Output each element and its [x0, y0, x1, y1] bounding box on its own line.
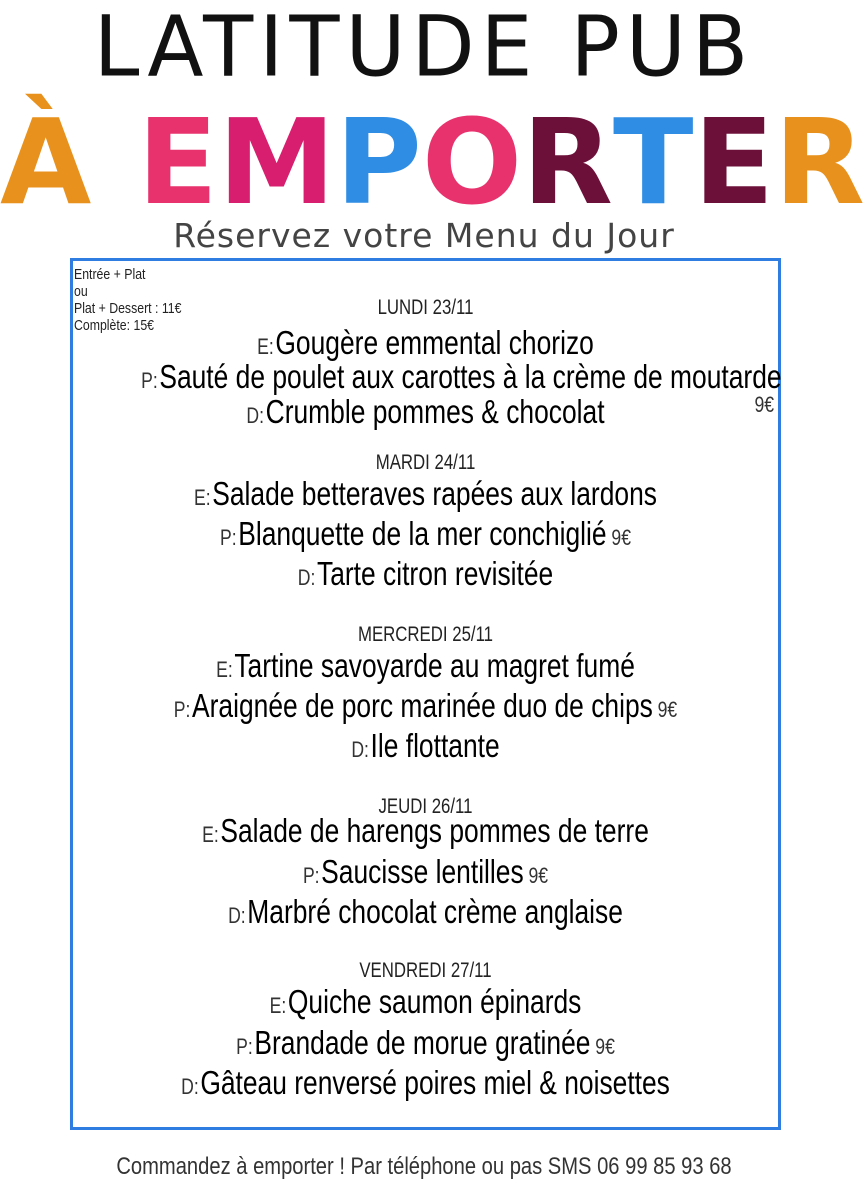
emporter-banner [0, 93, 865, 231]
plat-text: Saucisse lentilles [321, 853, 524, 890]
plat-prefix: P: [141, 368, 158, 393]
plat-text: Sauté de poulet aux carottes à la crème de moutarde [159, 358, 782, 395]
dessert-text: Crumble pommes & chocolat [265, 393, 605, 430]
day-heading-jeudi: JEUDI 26/11 [378, 795, 473, 818]
dessert-prefix: D: [246, 403, 265, 428]
plat-prefix: P: [236, 1034, 253, 1059]
entree-mercredi [141, 647, 710, 689]
day-heading-vendredi: VENDREDI 27/11 [359, 959, 492, 982]
entree-jeudi [141, 812, 710, 854]
pricing-line: Plat + Dessert : 11€ [74, 300, 182, 317]
entree-mardi [141, 475, 710, 517]
entree-prefix: E: [202, 822, 219, 847]
dessert-vendredi [141, 1064, 710, 1106]
entree-prefix: E: [257, 334, 274, 359]
order-footer: Commandez à emporter ! Par téléphone ou pas SMS 06 99 85 93 68 [116, 1153, 732, 1180]
entree-vendredi [141, 983, 710, 1025]
emporter-letter-o: O [421, 93, 523, 231]
subtitle: Réservez votre Menu du Jour [173, 216, 675, 255]
emporter-letter-e2: E [693, 93, 775, 231]
dessert-text: Ile flottante [370, 727, 500, 764]
plat-jeudi [141, 853, 710, 895]
dessert-prefix: D: [181, 1074, 199, 1099]
plat-mardi [141, 515, 710, 557]
dessert-prefix: D: [351, 737, 369, 762]
entree-text: Quiche saumon épinards [287, 983, 582, 1020]
entree-text: Salade de harengs pommes de terre [220, 812, 649, 849]
price-mardi: 9€ [611, 525, 631, 550]
dessert-mardi [141, 555, 710, 597]
dessert-prefix: D: [297, 565, 316, 590]
entree-prefix: E: [269, 993, 287, 1018]
emporter-letter-r2: R [774, 93, 865, 231]
entree-text: Gougère emmental chorizo [275, 324, 594, 361]
pub-title: LATITUDE PUB [93, 0, 755, 96]
pricing-line: Complète: 15€ [74, 317, 155, 334]
day-heading-lundi: LUNDI 23/11 [377, 296, 474, 319]
plat-text: Blanquette de la mer conchiglié [238, 515, 607, 552]
day-heading-mercredi: MERCREDI 25/11 [357, 623, 494, 646]
price-mercredi: 9€ [657, 697, 678, 722]
dessert-text: Tarte citron revisitée [316, 555, 554, 592]
plat-prefix: P: [173, 697, 191, 722]
emporter-letter-p: P [335, 93, 422, 231]
pricing-line: ou [74, 283, 88, 300]
dessert-prefix: D: [228, 903, 246, 928]
price-lundi: 9€ [754, 392, 775, 417]
entree-text: Salade betteraves rapées aux lardons [212, 475, 657, 512]
dessert-mercredi [141, 727, 710, 769]
entree-prefix: E: [194, 485, 211, 510]
dessert-text: Gâteau renversé poires miel & noisettes [200, 1064, 670, 1101]
plat-prefix: P: [220, 525, 237, 550]
entree-prefix: E: [216, 657, 233, 682]
entree-text: Tartine savoyarde au magret fumé [234, 647, 635, 684]
dessert-text: Marbré chocolat crème anglaise [247, 893, 623, 930]
day-heading-mardi: MARDI 24/11 [375, 451, 476, 474]
dessert-jeudi [141, 893, 710, 935]
emporter-letter-e1: E [137, 93, 218, 231]
emporter-letter-r1: R [522, 93, 614, 231]
price-jeudi: 9€ [528, 863, 549, 888]
plat-vendredi [141, 1024, 710, 1066]
plat-text: Brandade de morue gratinée [254, 1024, 591, 1061]
emporter-letter-t: T [613, 93, 694, 231]
dessert-lundi [141, 393, 710, 435]
emporter-a-letter: À [0, 93, 92, 231]
plat-mercredi [141, 687, 710, 729]
plat-prefix: P: [302, 863, 320, 888]
emporter-letter-m: M [217, 93, 336, 231]
pricing-line: Entrée + Plat [74, 266, 146, 283]
plat-text: Araignée de porc marinée duo de chips [192, 687, 653, 724]
price-vendredi: 9€ [595, 1034, 615, 1059]
